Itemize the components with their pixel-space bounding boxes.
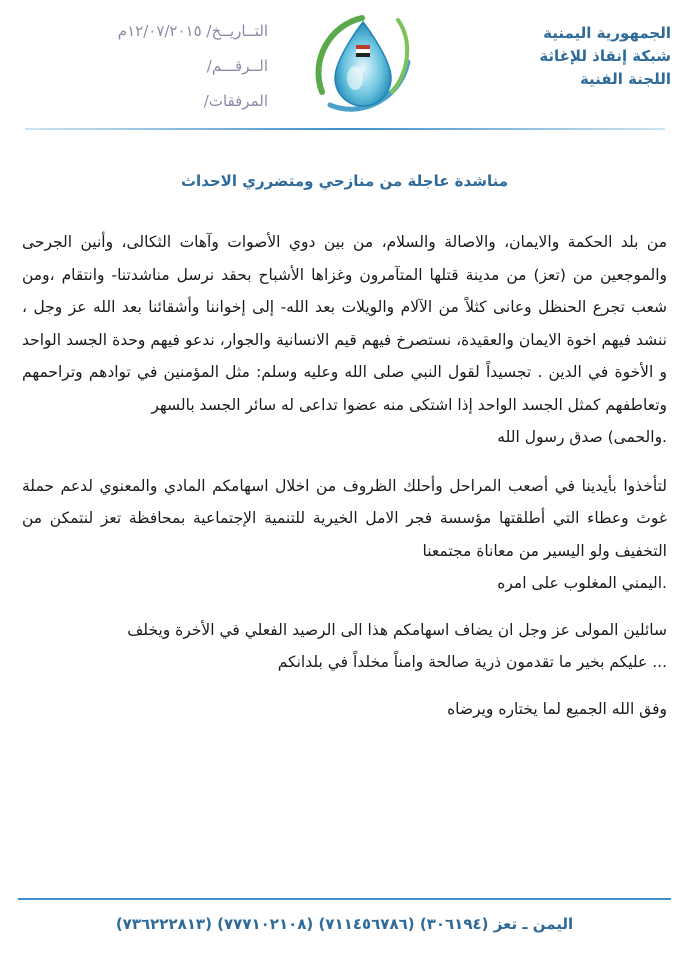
- closing-line: وفق الله الجميع لما يختاره ويرضاه: [447, 699, 667, 718]
- reference-line: الــرقـــم/: [206, 57, 268, 75]
- org-country: الجمهورية اليمنية: [543, 24, 671, 42]
- org-committee: اللجنة الفنية: [579, 70, 671, 88]
- paragraph-1-end: .والحمى) صدق رسول الله: [497, 428, 667, 446]
- date-line: التــاريــخ/ ١٢/٠٧/٢٠١٥م: [117, 22, 268, 40]
- header-divider: [25, 128, 665, 130]
- letterhead-organization: [471, 22, 671, 91]
- paragraph-3: سائلين المولى عز وجل ان يضاف اسهامكم هذا الى الرصيد الفعلي في الأخرة ويخلف: [127, 620, 667, 639]
- paragraph-3-end: ... عليكم بخير ما تقدمون ذرية صالحة وامناً مخلداً في بلدانكم: [277, 653, 667, 671]
- letter-body: [22, 226, 667, 725]
- paragraph-2-end: .اليمني المغلوب على امره: [497, 574, 667, 592]
- paragraph-2: لتأخذوا بأيدينا في أصعب المراحل وأحلك الظروف من اخلال اسهامكم المادي والمعنوي لدعم حملة غوث وعطاء التي أطلقتها مؤسسة فجر الامل الخيرية للتنمية الإجتماعية بمحافظة تعز لنتمكن من التخفيف ولو اليسير من معاناة مجتمعنا: [22, 476, 667, 560]
- water-drop-emblem-icon: [300, 0, 425, 125]
- footer-contacts: اليمن ـ تعز (٣٠٦١٩٤) (٧١١٤٥٦٧٨٦) (٧٧٧١٠٢١٠٨) (٧٣٦٢٢٢٨١٣): [115, 915, 574, 933]
- letterhead-meta: [38, 14, 268, 119]
- footer-divider: [18, 898, 671, 900]
- org-network: شبكة إنقاذ للإغاثة: [539, 47, 671, 65]
- attachments-line: المرفقات/: [203, 92, 268, 110]
- paragraph-1: من بلد الحكمة والايمان، والاصالة والسلام، من بين دوي الأصوات وآهات الثكالى، وأنين الجرحى والموجعين من (تعز) من مدينة قتلها المتآمرون وغزاها الأشباح بحقد نرسل مناشدتنا- وانتقام ،ومن شعب تجرع الحنظل وعانى كثلاً من الآلام والويلات بعد الله- إلى إخواننا وأشقائنا بعد الله عز وجل ، ننشد فيهم اخوة الايمان والعقيدة، نستصرخ فيهم قيم الانسانية والجوار، ندعو فيهم وحدة الجسد الواحد و الأخوة في الدين . تجسيداً لقول النبي صلى الله وعليه وسلم: مثل المؤمنين في توادهم وتراحمهم وتعاطفهم كمثل الجسد الواحد إذا اشتكى منه عضوا تداعى له سائر الجسد بالسهر: [22, 233, 667, 414]
- page-title: مناشدة عاجلة من منازحي ومتضرري الاحداث: [180, 172, 508, 190]
